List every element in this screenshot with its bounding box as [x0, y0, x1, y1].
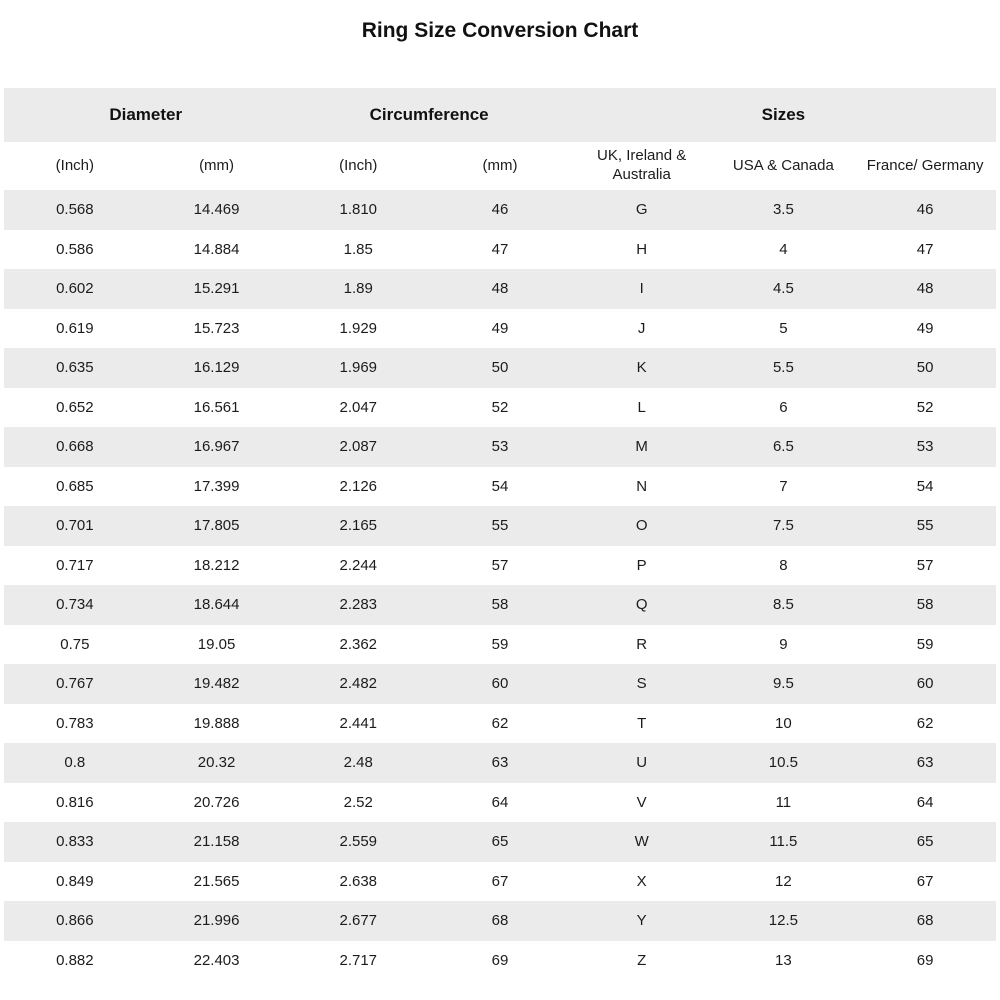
table-cell: 62	[491, 714, 509, 732]
table-cell: 2.283	[339, 596, 378, 614]
table-row	[4, 230, 996, 270]
table-cell: 13	[775, 951, 792, 969]
table-cell: 9.5	[772, 675, 794, 693]
column-header-0: (Inch)	[55, 156, 95, 174]
table-body	[4, 190, 996, 980]
table-cell: 21.565	[193, 872, 240, 890]
table-cell: R	[636, 635, 648, 653]
table-cell: 17.399	[193, 477, 240, 495]
table-cell: 7	[779, 477, 788, 495]
table-cell: 0.701	[56, 517, 94, 535]
table-cell: Q	[635, 596, 648, 614]
table-row	[4, 388, 996, 428]
table-cell: 0.783	[56, 714, 94, 732]
column-header-6: France/ Germany	[866, 156, 984, 174]
table-cell: L	[637, 398, 646, 416]
table-cell: 6.5	[772, 438, 794, 456]
table-cell: 10.5	[768, 754, 798, 772]
table-cell: 53	[491, 438, 509, 456]
table-cell: 0.717	[56, 556, 94, 574]
table-cell: 63	[916, 754, 934, 772]
table-cell: 3.5	[772, 201, 794, 219]
table-cell: 68	[491, 912, 509, 930]
table-row	[4, 467, 996, 507]
column-header-1: (mm)	[199, 156, 235, 174]
table-cell: 2.52	[343, 793, 373, 811]
table-row	[4, 309, 996, 349]
table-cell: 0.586	[56, 240, 94, 258]
table-cell: N	[636, 477, 648, 495]
table-row	[4, 743, 996, 783]
table-cell: 55	[916, 517, 934, 535]
table-cell: 63	[491, 754, 509, 772]
table-cell: 47	[916, 240, 934, 258]
table-row	[4, 822, 996, 862]
table-cell: K	[636, 359, 647, 377]
table-cell: 0.602	[56, 280, 94, 298]
table-cell: 17.805	[193, 517, 240, 535]
table-cell: 0.866	[56, 912, 94, 930]
table-cell: 5.5	[772, 359, 794, 377]
table-row	[4, 190, 996, 230]
table-row	[4, 704, 996, 744]
group-header-diameter: Diameter	[109, 105, 183, 124]
table-cell: 2.126	[339, 477, 378, 495]
table-cell: 16.967	[193, 438, 240, 456]
table-cell: 2.441	[339, 714, 378, 732]
table-cell: U	[636, 754, 648, 772]
table-cell: 59	[916, 635, 934, 653]
table-cell: 52	[916, 398, 934, 416]
table-row	[4, 862, 996, 902]
column-header-2: (Inch)	[339, 156, 378, 174]
table-cell: 21.158	[193, 833, 240, 851]
table-cell: 50	[491, 359, 509, 377]
table-cell: 58	[916, 596, 934, 614]
table-cell: 16.129	[193, 359, 240, 377]
table-cell: 48	[916, 280, 934, 298]
table-cell: 16.561	[193, 398, 240, 416]
table-cell: 19.888	[193, 714, 240, 732]
table-cell: 2.638	[339, 872, 378, 890]
table-row	[4, 941, 996, 981]
table-row	[4, 664, 996, 704]
table-cell: 2.482	[339, 675, 378, 693]
table-cell: 14.469	[193, 201, 240, 219]
table-cell: 2.165	[339, 517, 378, 535]
table-cell: 65	[491, 833, 509, 851]
table-row	[4, 269, 996, 309]
table-cell: Y	[636, 912, 647, 930]
table-cell: M	[635, 438, 648, 456]
table-cell: 10	[775, 714, 792, 732]
table-cell: 4.5	[772, 280, 794, 298]
table-cell: 47	[491, 240, 509, 258]
table-cell: 54	[916, 477, 934, 495]
table-row	[4, 348, 996, 388]
table-cell: 0.652	[56, 398, 94, 416]
table-cell: 65	[916, 833, 934, 851]
table-row	[4, 506, 996, 546]
table-cell: 18.212	[193, 556, 240, 574]
table-cell: 2.047	[339, 398, 378, 416]
table-cell: 62	[916, 714, 934, 732]
table-cell: 1.929	[339, 319, 378, 337]
table-cell: 2.717	[339, 951, 378, 969]
table-cell: 49	[491, 319, 509, 337]
table-cell: 8	[779, 556, 788, 574]
group-header-row	[4, 88, 996, 142]
table-cell: 0.75	[60, 635, 90, 653]
table-cell: 64	[491, 793, 509, 811]
table-cell: 0.8	[64, 754, 86, 772]
table-cell: 4	[779, 240, 788, 258]
table-cell: J	[637, 319, 646, 337]
table-cell: 67	[916, 872, 934, 890]
table-cell: 0.734	[56, 596, 94, 614]
table-cell: 2.244	[339, 556, 378, 574]
table-cell: 49	[916, 319, 934, 337]
table-cell: 12	[775, 872, 792, 890]
table-cell: 1.969	[339, 359, 378, 377]
table-cell: G	[635, 201, 648, 219]
table-cell: 20.32	[197, 754, 236, 772]
table-cell: V	[636, 793, 647, 811]
table-cell: P	[636, 556, 647, 574]
table-cell: 54	[491, 477, 509, 495]
table-cell: 2.087	[339, 438, 378, 456]
table-cell: 46	[491, 201, 509, 219]
table-cell: 0.849	[56, 872, 94, 890]
table-cell: 21.996	[193, 912, 240, 930]
table-cell: 11	[775, 793, 792, 811]
table-cell: 0.568	[56, 201, 94, 219]
table-cell: 53	[916, 438, 934, 456]
table-cell: 12.5	[768, 912, 798, 930]
table-cell: 59	[491, 635, 509, 653]
table-cell: 20.726	[193, 793, 240, 811]
table-cell: 2.677	[339, 912, 378, 930]
table-cell: 19.482	[193, 675, 240, 693]
page-title: Ring Size Conversion Chart	[361, 19, 639, 42]
table-cell: 1.85	[343, 240, 373, 258]
table-head	[4, 88, 996, 190]
table-cell: 0.685	[56, 477, 94, 495]
table-cell: 11.5	[769, 833, 798, 851]
table-cell: 57	[491, 556, 509, 574]
table-cell: 0.833	[56, 833, 94, 851]
table-cell: 2.362	[339, 635, 378, 653]
table-row	[4, 427, 996, 467]
table-cell: 68	[916, 912, 934, 930]
table-cell: 6	[779, 398, 788, 416]
column-header-3: (mm)	[482, 156, 518, 174]
table-cell: 55	[491, 517, 509, 535]
table-cell: 9	[779, 635, 788, 653]
table-cell: 19.05	[197, 635, 236, 653]
table-cell: 1.89	[343, 280, 373, 298]
table-cell: Z	[637, 951, 647, 969]
table-cell: 52	[491, 398, 509, 416]
table-cell: 2.48	[343, 754, 373, 772]
table-cell: 58	[491, 596, 509, 614]
table-cell: 0.882	[56, 951, 94, 969]
table-cell: 0.619	[56, 319, 94, 337]
column-header-5: USA & Canada	[732, 156, 834, 174]
table-cell: 5	[779, 319, 788, 337]
table-cell: I	[639, 280, 644, 298]
table-row	[4, 625, 996, 665]
table-row	[4, 585, 996, 625]
table-cell: 0.635	[56, 359, 94, 377]
table-cell: 50	[916, 359, 934, 377]
table-cell: 18.644	[193, 596, 240, 614]
table-cell: 60	[916, 675, 934, 693]
group-header-circumference: Circumference	[369, 105, 489, 124]
table-cell: 0.767	[56, 675, 94, 693]
table-cell: 48	[491, 280, 509, 298]
group-header-sizes: Sizes	[761, 105, 806, 124]
ring-size-conversion-table	[4, 88, 996, 980]
table-cell: 57	[916, 556, 934, 574]
table-cell: X	[636, 872, 647, 890]
column-header-4: UK, Ireland & Australia	[597, 147, 687, 183]
table-cell: 2.559	[339, 833, 378, 851]
table-cell: O	[635, 517, 648, 535]
table-cell: 15.723	[193, 319, 240, 337]
table-cell: 14.884	[193, 240, 240, 258]
table-cell: 69	[491, 951, 509, 969]
table-cell: W	[634, 833, 649, 851]
table-cell: H	[636, 240, 648, 258]
table-cell: 46	[916, 201, 934, 219]
table-cell: S	[636, 675, 647, 693]
column-header-row	[4, 142, 996, 190]
table-cell: 64	[916, 793, 934, 811]
table-row	[4, 901, 996, 941]
table-cell: 69	[916, 951, 934, 969]
table-cell: T	[637, 714, 647, 732]
table-cell: 0.816	[56, 793, 94, 811]
table-cell: 22.403	[193, 951, 240, 969]
table-cell: 7.5	[772, 517, 794, 535]
table-cell: 1.810	[339, 201, 378, 219]
table-cell: 0.668	[56, 438, 94, 456]
table-cell: 15.291	[193, 280, 240, 298]
table-row	[4, 783, 996, 823]
table-cell: 8.5	[772, 596, 794, 614]
table-cell: 60	[491, 675, 509, 693]
table-row	[4, 546, 996, 586]
table-cell: 67	[491, 872, 509, 890]
